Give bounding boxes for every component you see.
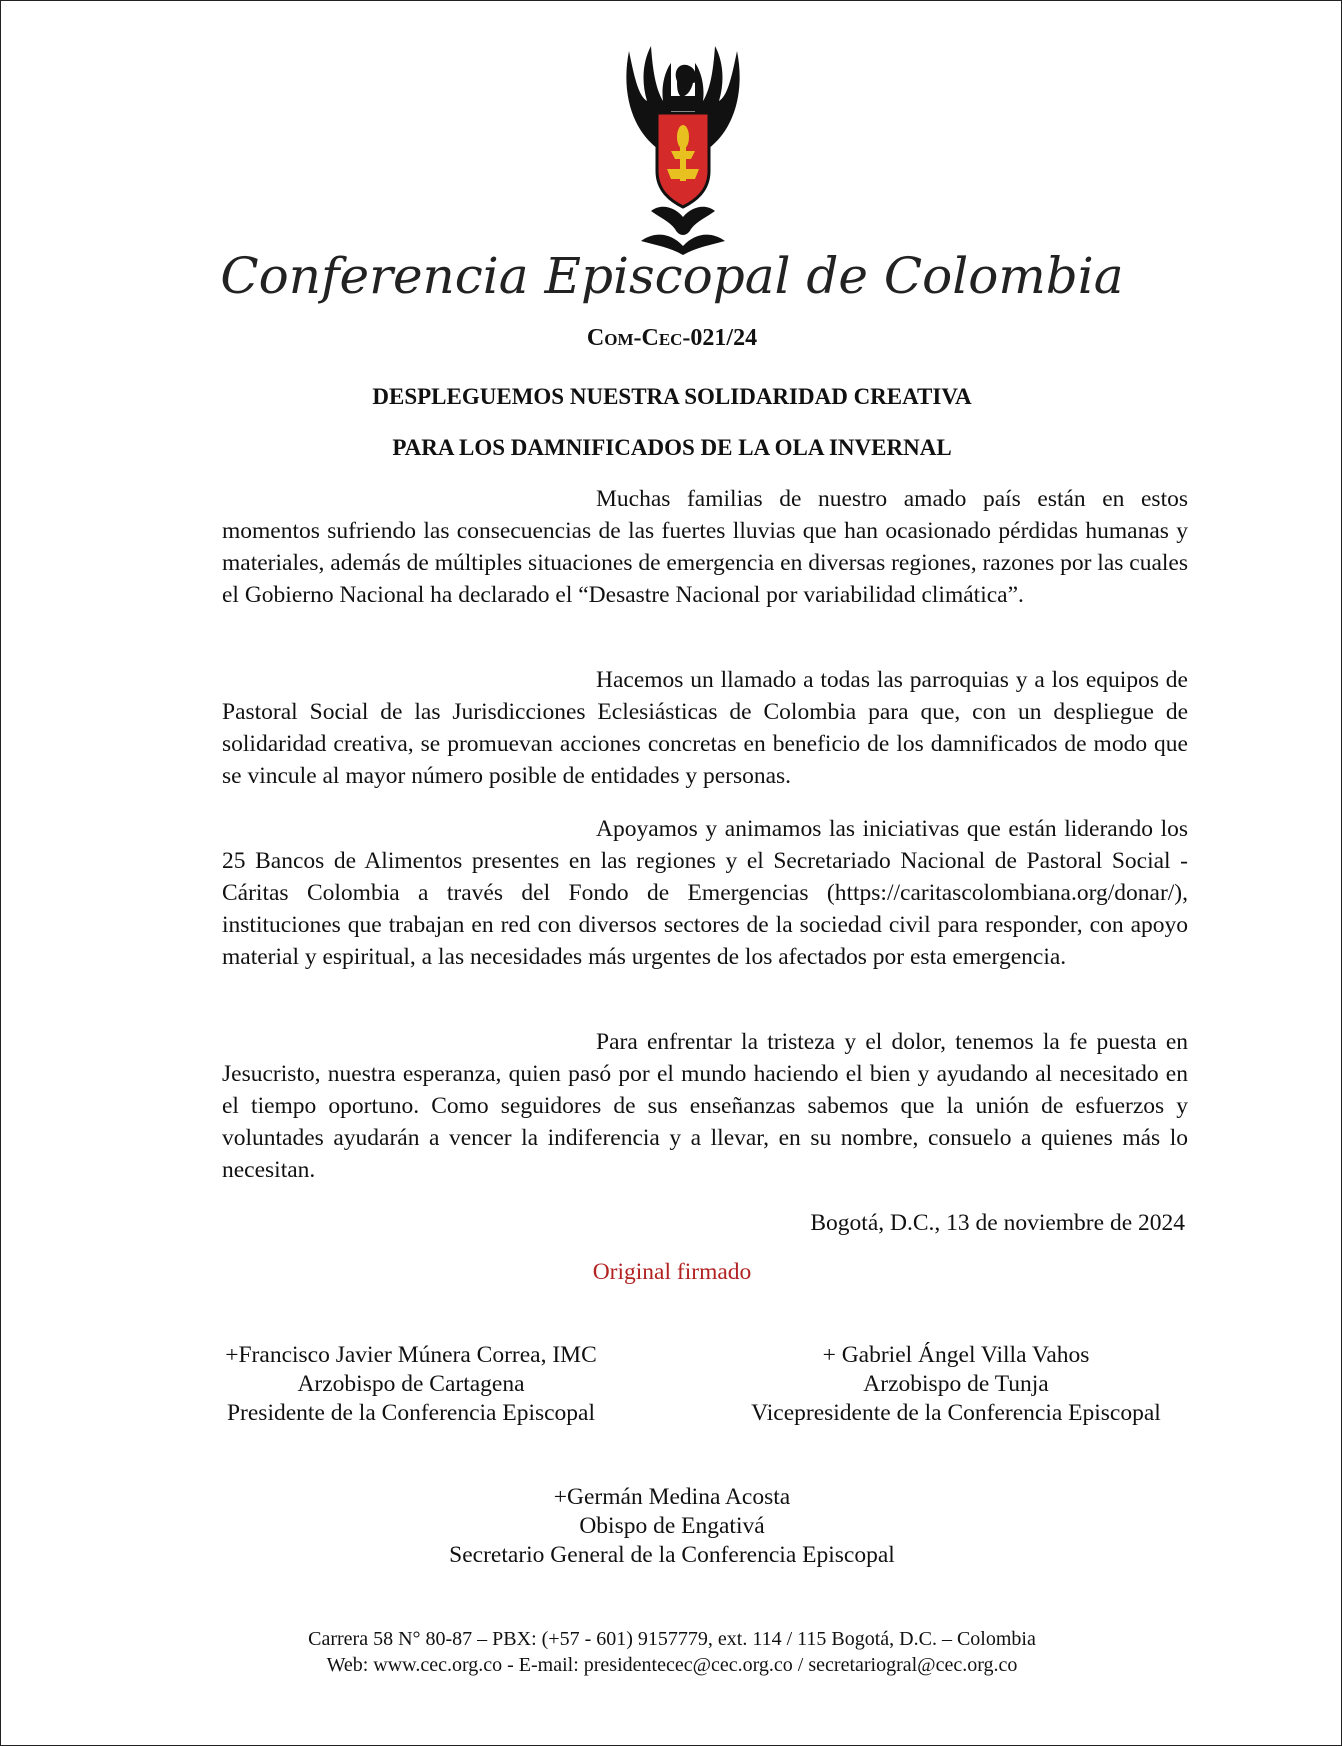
footer-contact <box>1 1626 1342 1678</box>
signatory-vice-president <box>721 1341 1191 1428</box>
signatory-role: Obispo de Engativá <box>579 1513 765 1539</box>
signatory-role: Arzobispo de Cartagena <box>297 1371 525 1397</box>
organization-name: Conferencia Episcopal de Colombia <box>220 247 1124 305</box>
signatory-president <box>191 1341 631 1428</box>
body-paragraph-3: Apoyamos y animamos las iniciativas que están liderando los 25 Bancos de Alimentos presentes en las regiones y el Secretariado Nacional de Pastoral Social - Cáritas Colombia a través del Fondo de Emergencias (https://caritascolombiana.org/donar/), instituciones que trabajan en red con diversos sectores de la sociedad civil para responder, con apoyo material y espiritual, a las necesidades más urgentes de los afectados por esta emergencia. <box>222 816 1188 970</box>
body-paragraph-2: Hacemos un llamado a todas las parroquias y a los equipos de Pastoral Social de las Jurisdicciones Eclesiásticas de Colombia para que, con un despliegue de solidaridad creativa, se promuevan acciones concretas en beneficio de los damnificados de modo que se vincule al mayor número posible de entidades y personas. <box>222 667 1188 789</box>
document-title-line-2: PARA LOS DAMNIFICADOS DE LA OLA INVERNAL <box>392 435 952 460</box>
signatory-position: Secretario General de la Conferencia Episcopal <box>449 1542 895 1568</box>
body-paragraph-1: Muchas familias de nuestro amado país están en estos momentos sufriendo las consecuencias de las fuertes lluvias que han ocasionado pérdidas humanas y materiales, además de múltiples situaciones de emergencia en diversas regiones, razones por las cuales el Gobierno Nacional ha declarado el “Desastre Nacional por variabilidad climática”. <box>222 486 1188 608</box>
signatory-secretary-general <box>372 1483 972 1570</box>
episcopal-crest-icon <box>621 41 745 256</box>
signatory-role: Arzobispo de Tunja <box>863 1371 1049 1397</box>
footer-address-line: Carrera 58 N° 80-87 – PBX: (+57 - 601) 9157779, ext. 114 / 115 Bogotá, D.C. – Colombia <box>308 1628 1036 1650</box>
signatory-name: + Gabriel Ángel Villa Vahos <box>822 1342 1090 1368</box>
signatory-position: Vicepresidente de la Conferencia Episcopal <box>751 1400 1161 1426</box>
document-title-line-1: DESPLEGUEMOS NUESTRA SOLIDARIDAD CREATIVA <box>372 384 972 409</box>
signatory-name: +Germán Medina Acosta <box>553 1484 791 1510</box>
footer-web-email-line: Web: www.cec.org.co - E-mail: presidentecec@cec.org.co / secretariogral@cec.org.co <box>326 1654 1018 1676</box>
original-signed-note: Original firmado <box>592 1259 752 1285</box>
place-and-date: Bogotá, D.C., 13 de noviembre de 2024 <box>810 1210 1185 1236</box>
signatory-position: Presidente de la Conferencia Episcopal <box>226 1400 596 1426</box>
body-paragraph-4: Para enfrentar la tristeza y el dolor, tenemos la fe puesta en Jesucristo, nuestra esperanza, quien pasó por el mundo haciendo el bien y ayudando al necesitado en el tiempo oportuno. Como seguidores de sus enseñanzas sabemos que la unión de esfuerzos y voluntades ayudarán a vencer la indiferencia y a llevar, en su nombre, consuelo a quienes más lo necesitan. <box>222 1029 1188 1183</box>
document-code: Com-Cec-021/24 <box>586 325 758 351</box>
signatory-name: +Francisco Javier Múnera Correa, IMC <box>225 1342 597 1368</box>
